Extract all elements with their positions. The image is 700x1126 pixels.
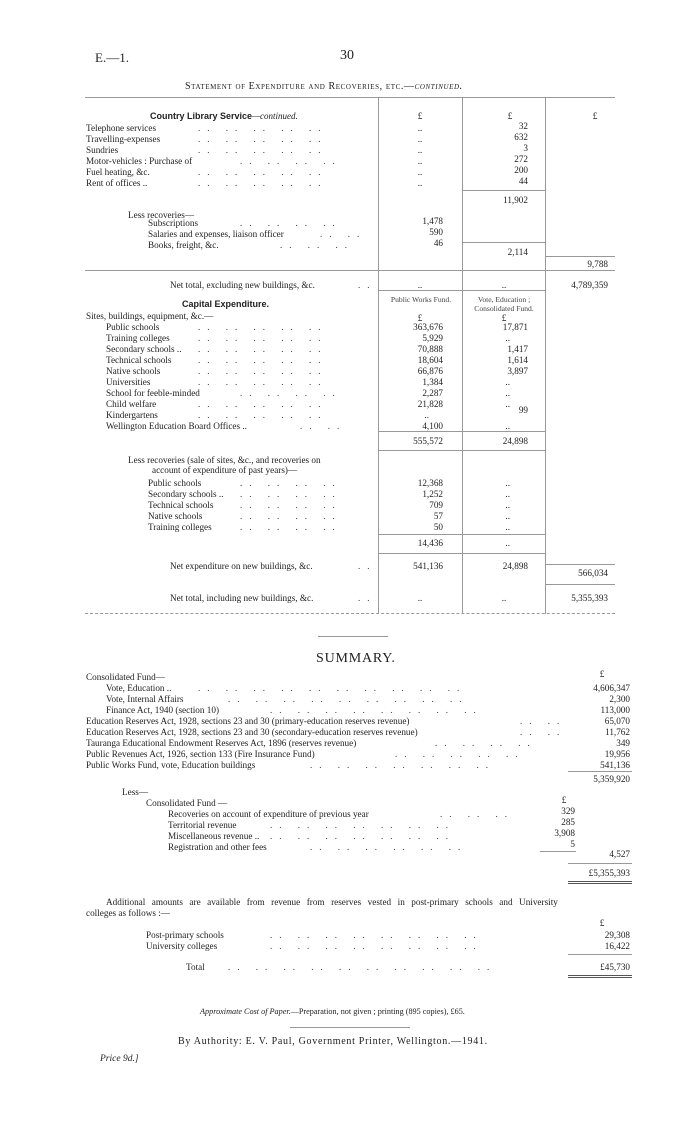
table-cell: 541,136 <box>600 760 630 770</box>
table-cell: 29,308 <box>604 930 630 940</box>
cell-empty: .. <box>417 156 423 166</box>
list-item: Miscellaneous revenue .. <box>168 831 260 841</box>
list-item: Training colleges <box>148 522 212 532</box>
net-new-buildings-label: Net expenditure on new buildings, &c. <box>170 561 313 571</box>
less-recoveries-line-1: Less recoveries (sale of sites, &c., and recoveries on <box>128 455 321 465</box>
capital-total-pw: 555,572 <box>413 436 443 446</box>
net-new-buildings-pw: 541,136 <box>413 561 443 571</box>
table-cell: .. <box>505 500 510 510</box>
table-cell: 44 <box>518 176 528 186</box>
list-item: Secondary schools .. <box>148 489 224 499</box>
table-cell: 18,604 <box>417 355 443 365</box>
section-heading-capital: Capital Expenditure. <box>182 299 270 309</box>
gross-rule <box>568 771 632 772</box>
table-cell: 21,828 <box>417 399 443 409</box>
list-item: Vote, Education .. <box>106 683 172 693</box>
title-text: Statement of Expenditure and Recoveries, etc.— <box>185 81 415 92</box>
recoveries-total: 2,114 <box>507 247 528 257</box>
column-divider-3 <box>545 97 546 614</box>
table-cell: .. <box>505 511 510 521</box>
leader-dots: .. .. .. .. .. .. .. .. .. .. <box>228 962 497 972</box>
table-cell: .. <box>501 280 507 290</box>
leader-dots: .. .. .. .. .. .. .. .. <box>270 930 483 940</box>
table-cell: 2,287 <box>422 388 443 398</box>
list-item: Native schools <box>148 511 203 521</box>
cell-empty: .. <box>417 178 423 188</box>
leader-dots: .. .. .. .. .. <box>198 134 328 144</box>
leader-dots: .. .. .. .. .. <box>198 167 328 177</box>
list-item: Native schools <box>106 366 161 376</box>
leader-dots: .. <box>358 561 377 571</box>
net-new-buildings-ve: 24,898 <box>502 561 528 571</box>
table-cell: .. <box>501 593 507 603</box>
table-cell: 70,888 <box>417 344 443 354</box>
table-cell: .. <box>417 280 423 290</box>
net-rule <box>546 256 615 257</box>
table-cell: 66,876 <box>417 366 443 376</box>
net-double-rule-2 <box>568 883 632 884</box>
table-cell: 349 <box>616 738 630 748</box>
table-cell: 32 <box>518 121 528 131</box>
list-item: Public Revenues Act, 1926, section 133 (Fire Insurance Fund) <box>86 749 315 759</box>
list-item: Telephone services <box>86 123 157 133</box>
table-cell: 57 <box>433 511 443 521</box>
list-item: Salaries and expenses, liaison officer <box>148 229 284 239</box>
column-pound-3: £ <box>592 111 598 121</box>
column-header-public-works: Public Works Fund. <box>390 295 452 304</box>
leader-dots: .. .. .. .. .. <box>198 333 328 343</box>
table-cell: 12,368 <box>417 478 443 488</box>
list-item: Motor-vehicles : Purchase of <box>86 156 193 166</box>
net-total-including-label: Net total, including new buildings, &c. <box>170 593 314 603</box>
country-library-net: 9,788 <box>587 259 608 269</box>
table-cell: 1,478 <box>422 216 443 226</box>
summary-pound: £ <box>599 669 605 679</box>
list-item: Technical schools <box>148 500 214 510</box>
cost-of-paper <box>200 1006 465 1017</box>
table-cell: 632 <box>514 132 528 142</box>
section-rule <box>85 270 615 271</box>
add-total-rule <box>568 954 632 955</box>
net-total-including-value: 5,355,393 <box>571 593 608 603</box>
table-cell: 1,417 <box>507 344 528 354</box>
leader-dots: .. .. .. .. <box>240 511 342 521</box>
table-cell: .. <box>505 478 510 488</box>
list-item: Public Works Fund, vote, Education buildings <box>86 760 256 770</box>
leader-dots: .. .. .. .. .. <box>198 123 328 133</box>
table-cell: 50 <box>433 522 443 532</box>
leader-dots: .. .. .. <box>440 809 514 819</box>
column-header-vote-education: Vote, Education ; Consolidated Fund. <box>474 295 534 313</box>
leader-dots: .. .. .. .. .. .. .. .. <box>270 705 483 715</box>
table-cell: .. <box>505 421 510 431</box>
subtotal-rule <box>463 190 545 191</box>
list-item: Recoveries on account of expenditure of previous year <box>168 809 369 819</box>
sites-heading: Sites, buildings, equipment, &c.— <box>86 311 214 321</box>
column-divider-2 <box>462 97 463 614</box>
list-item: Vote, Internal Affairs <box>106 694 184 704</box>
list-item: Education Reserves Act, 1928, sections 23 and 30 (primary-education reserves revenue) <box>86 716 410 726</box>
summary-top-rule <box>318 636 388 637</box>
table-top-rule <box>85 97 615 98</box>
list-item: Education Reserves Act, 1928, sections 23 and 30 (secondary-education reserves revenue) <box>86 727 418 737</box>
list-item: University colleges <box>146 941 218 951</box>
summary-title: SUMMARY. <box>316 651 396 666</box>
table-cell: 329 <box>561 806 575 816</box>
leader-dots: .. .. .. .. .. <box>198 344 328 354</box>
table-bottom-rule <box>85 613 615 614</box>
total-double-rule-2 <box>568 977 632 978</box>
leader-dots: .. .. .. .. .. <box>198 366 328 376</box>
list-item: Finance Act, 1940 (section 10) <box>106 705 220 715</box>
less-pound: £ <box>561 795 567 805</box>
net-rule <box>568 863 632 864</box>
list-item: Public schools <box>106 322 160 332</box>
list-item: Rent of offices .. <box>86 178 148 188</box>
list-item: Travelling-expenses <box>86 134 161 144</box>
heading-continued: —continued. <box>252 111 298 121</box>
table-cell: 17,871 <box>502 322 528 332</box>
leader-dots: .. .. .. <box>280 240 354 250</box>
recoveries-subtotal-rule <box>379 534 545 535</box>
net-total-excluding-value: 4,789,359 <box>571 280 608 290</box>
table-cell: .. <box>417 593 423 603</box>
cell-empty: .. <box>417 167 423 177</box>
leader-dots: .. .. .. .. .. <box>198 178 328 188</box>
leader-dots: .. .. .. .. .. <box>198 145 328 155</box>
list-item: Wellington Education Board Offices .. <box>106 421 247 431</box>
leader-dots: .. .. <box>520 716 567 726</box>
table-cell: 4,606,347 <box>593 683 630 693</box>
table-cell: 99 <box>518 405 528 415</box>
cell-empty: .. <box>417 134 423 144</box>
gross-total: 5,359,920 <box>593 774 630 784</box>
table-cell: 3,897 <box>507 366 528 376</box>
leader-dots: .. .. .. .. .. .. .. <box>270 820 455 830</box>
table-cell: .. <box>505 489 510 499</box>
total-label: Total <box>186 962 205 972</box>
leader-dots: .. .. .. .. <box>240 522 342 532</box>
less-cf-heading: Consolidated Fund — <box>146 798 228 808</box>
leader-dots: .. .. <box>520 727 567 737</box>
table-cell: 5 <box>570 839 575 849</box>
table-cell: 3,908 <box>554 828 575 838</box>
table-cell: 272 <box>514 154 528 164</box>
net-incl-rule <box>546 584 615 585</box>
leader-dots: .. .. .. .. .. <box>198 377 328 387</box>
leader-dots: .. <box>358 593 377 603</box>
list-item: Territorial revenue <box>168 820 237 830</box>
leader-dots: .. .. .. .. .. .. .. .. .. <box>228 694 469 704</box>
leader-dots: .. .. .. .. .. .. .. .. <box>270 941 483 951</box>
table-cell: 1,384 <box>422 377 443 387</box>
capital-total-rule <box>379 450 545 451</box>
leader-dots: .. .. .. .. <box>240 478 342 488</box>
heading-text: Country Library Service <box>150 111 253 121</box>
list-item: Fuel heating, &c. <box>86 167 150 177</box>
table-cell: 65,070 <box>604 716 630 726</box>
list-item: Books, freight, &c. <box>148 240 219 250</box>
table-cell: .. <box>505 333 510 343</box>
table-cell: 1,252 <box>422 489 443 499</box>
cf-heading: Consolidated Fund— <box>86 672 165 682</box>
leader-dots: .. .. .. .. .. .. .. .. .. .. <box>198 683 467 693</box>
list-item: Universities <box>106 377 151 387</box>
list-item: Training colleges <box>106 333 170 343</box>
leader-dots: .. .. .. .. .. <box>198 355 328 365</box>
leader-dots: .. .. .. .. .. .. .. <box>310 760 495 770</box>
table-cell: 19,956 <box>604 749 630 759</box>
leader-dots: .. .. .. .. .. .. .. <box>270 831 455 841</box>
leader-dots: .. .. .. .. .. <box>395 749 525 759</box>
list-item: Child welfare <box>106 399 157 409</box>
list-item: Registration and other fees <box>168 842 267 852</box>
table-cell: .. <box>424 410 429 420</box>
capital-total-ve: 24,898 <box>502 436 528 446</box>
table-cell: 16,422 <box>604 941 630 951</box>
table-cell: 5,929 <box>422 333 443 343</box>
table-cell: 4,100 <box>422 421 443 431</box>
recoveries-rule <box>463 242 545 243</box>
table-cell: 3 <box>523 143 528 153</box>
price-label: Price 9d.] <box>100 1054 139 1064</box>
cell-empty: .. <box>417 123 423 133</box>
table-cell: 113,000 <box>600 705 630 715</box>
table-cell: 590 <box>429 227 443 237</box>
list-item: Subscriptions <box>148 218 199 228</box>
column-divider-1 <box>378 97 379 614</box>
list-item: Technical schools <box>106 355 172 365</box>
table-cell: .. <box>505 522 510 532</box>
list-item: Secondary schools .. <box>106 344 182 354</box>
leader-dots: .. .. .. .. <box>435 738 537 748</box>
additional-line-1: Additional amounts are available from revenue from reserves vested in post-primary schools and University <box>106 897 558 907</box>
column-pound-ve: £ <box>501 313 507 323</box>
table-cell: .. <box>505 377 510 387</box>
cell-empty: .. <box>417 145 423 155</box>
title-continued: continued. <box>414 81 463 92</box>
recoveries-total-ve: .. <box>505 538 510 548</box>
column-pound-pw: £ <box>417 313 423 323</box>
leader-dots: .. .. <box>320 229 367 239</box>
table-cell: 709 <box>429 500 443 510</box>
summary-net-total: £5,355,393 <box>588 868 630 878</box>
net-new-rule <box>546 564 615 565</box>
leader-dots: .. .. .. .. <box>240 489 342 499</box>
footer-rule <box>290 1027 410 1028</box>
less-recoveries-line-2: account of expenditure of past years)— <box>152 465 298 475</box>
table-cell: .. <box>505 399 510 409</box>
less-recoveries-label: Less recoveries— <box>128 210 195 220</box>
net-total-excluding-label: Net total, excluding new buildings, &c. <box>170 280 315 290</box>
leader-dots: .. .. <box>300 421 347 431</box>
recoveries-total-pw: 14,436 <box>417 538 443 548</box>
cost-label: Approximate Cost of Paper. <box>200 1007 291 1016</box>
subtotal-value: 11,902 <box>503 195 528 205</box>
leader-dots: .. .. .. .. .. <box>198 322 328 332</box>
capital-top-rule <box>379 290 545 291</box>
less-total: 4,527 <box>609 849 630 859</box>
net-new-buildings-total: 566,034 <box>578 568 608 578</box>
table-cell: 46 <box>433 238 443 248</box>
page-title <box>185 81 463 92</box>
page-number: 30 <box>340 48 354 63</box>
table-cell: 2,300 <box>609 694 630 704</box>
list-item: Sundries <box>86 145 119 155</box>
leader-dots: .. .. .. .. <box>240 500 342 510</box>
net-double-rule-1 <box>568 881 632 882</box>
document-code: E.—1. <box>95 50 129 65</box>
table-cell: 285 <box>561 817 575 827</box>
column-pound-2: £ <box>507 111 513 121</box>
leader-dots: .. <box>358 280 377 290</box>
less-heading: Less— <box>122 787 149 797</box>
section-heading-country-library <box>150 111 298 122</box>
leader-dots: .. .. .. .. <box>240 388 342 398</box>
table-cell: 363,676 <box>413 322 443 332</box>
capital-subtotal-rule <box>379 431 545 432</box>
table-cell: .. <box>505 388 510 398</box>
table-cell: 11,762 <box>605 727 630 737</box>
leader-dots: .. .. .. .. <box>240 156 342 166</box>
total-double-rule-1 <box>568 975 632 976</box>
add-pound: £ <box>599 918 605 928</box>
table-cell: 200 <box>514 165 528 175</box>
cost-text: —Preparation, not given ; printing (895 copies), £65. <box>290 1007 465 1016</box>
list-item: Post-primary schools <box>146 930 224 940</box>
list-item: Public schools <box>148 478 202 488</box>
list-item: Kindergartens <box>106 410 158 420</box>
additional-line-2: colleges as follows :— <box>86 908 170 918</box>
column-pound-1: £ <box>417 111 423 121</box>
leader-dots: .. .. .. .. <box>240 218 342 228</box>
additional-total: £45,730 <box>600 962 630 972</box>
table-cell: 1,614 <box>507 355 528 365</box>
leader-dots: .. .. .. .. .. <box>198 410 328 420</box>
authority-line: By Authority: E. V. Paul, Government Printer, Wellington.—1941. <box>178 1036 488 1047</box>
leader-dots: .. .. .. .. .. <box>198 399 328 409</box>
list-item: Tauranga Educational Endowment Reserves Act, 1896 (reserves revenue) <box>86 738 357 748</box>
recoveries-total-rule <box>379 553 545 554</box>
list-item: School for feeble-minded <box>106 388 200 398</box>
leader-dots: .. .. .. .. .. .. <box>310 842 468 852</box>
